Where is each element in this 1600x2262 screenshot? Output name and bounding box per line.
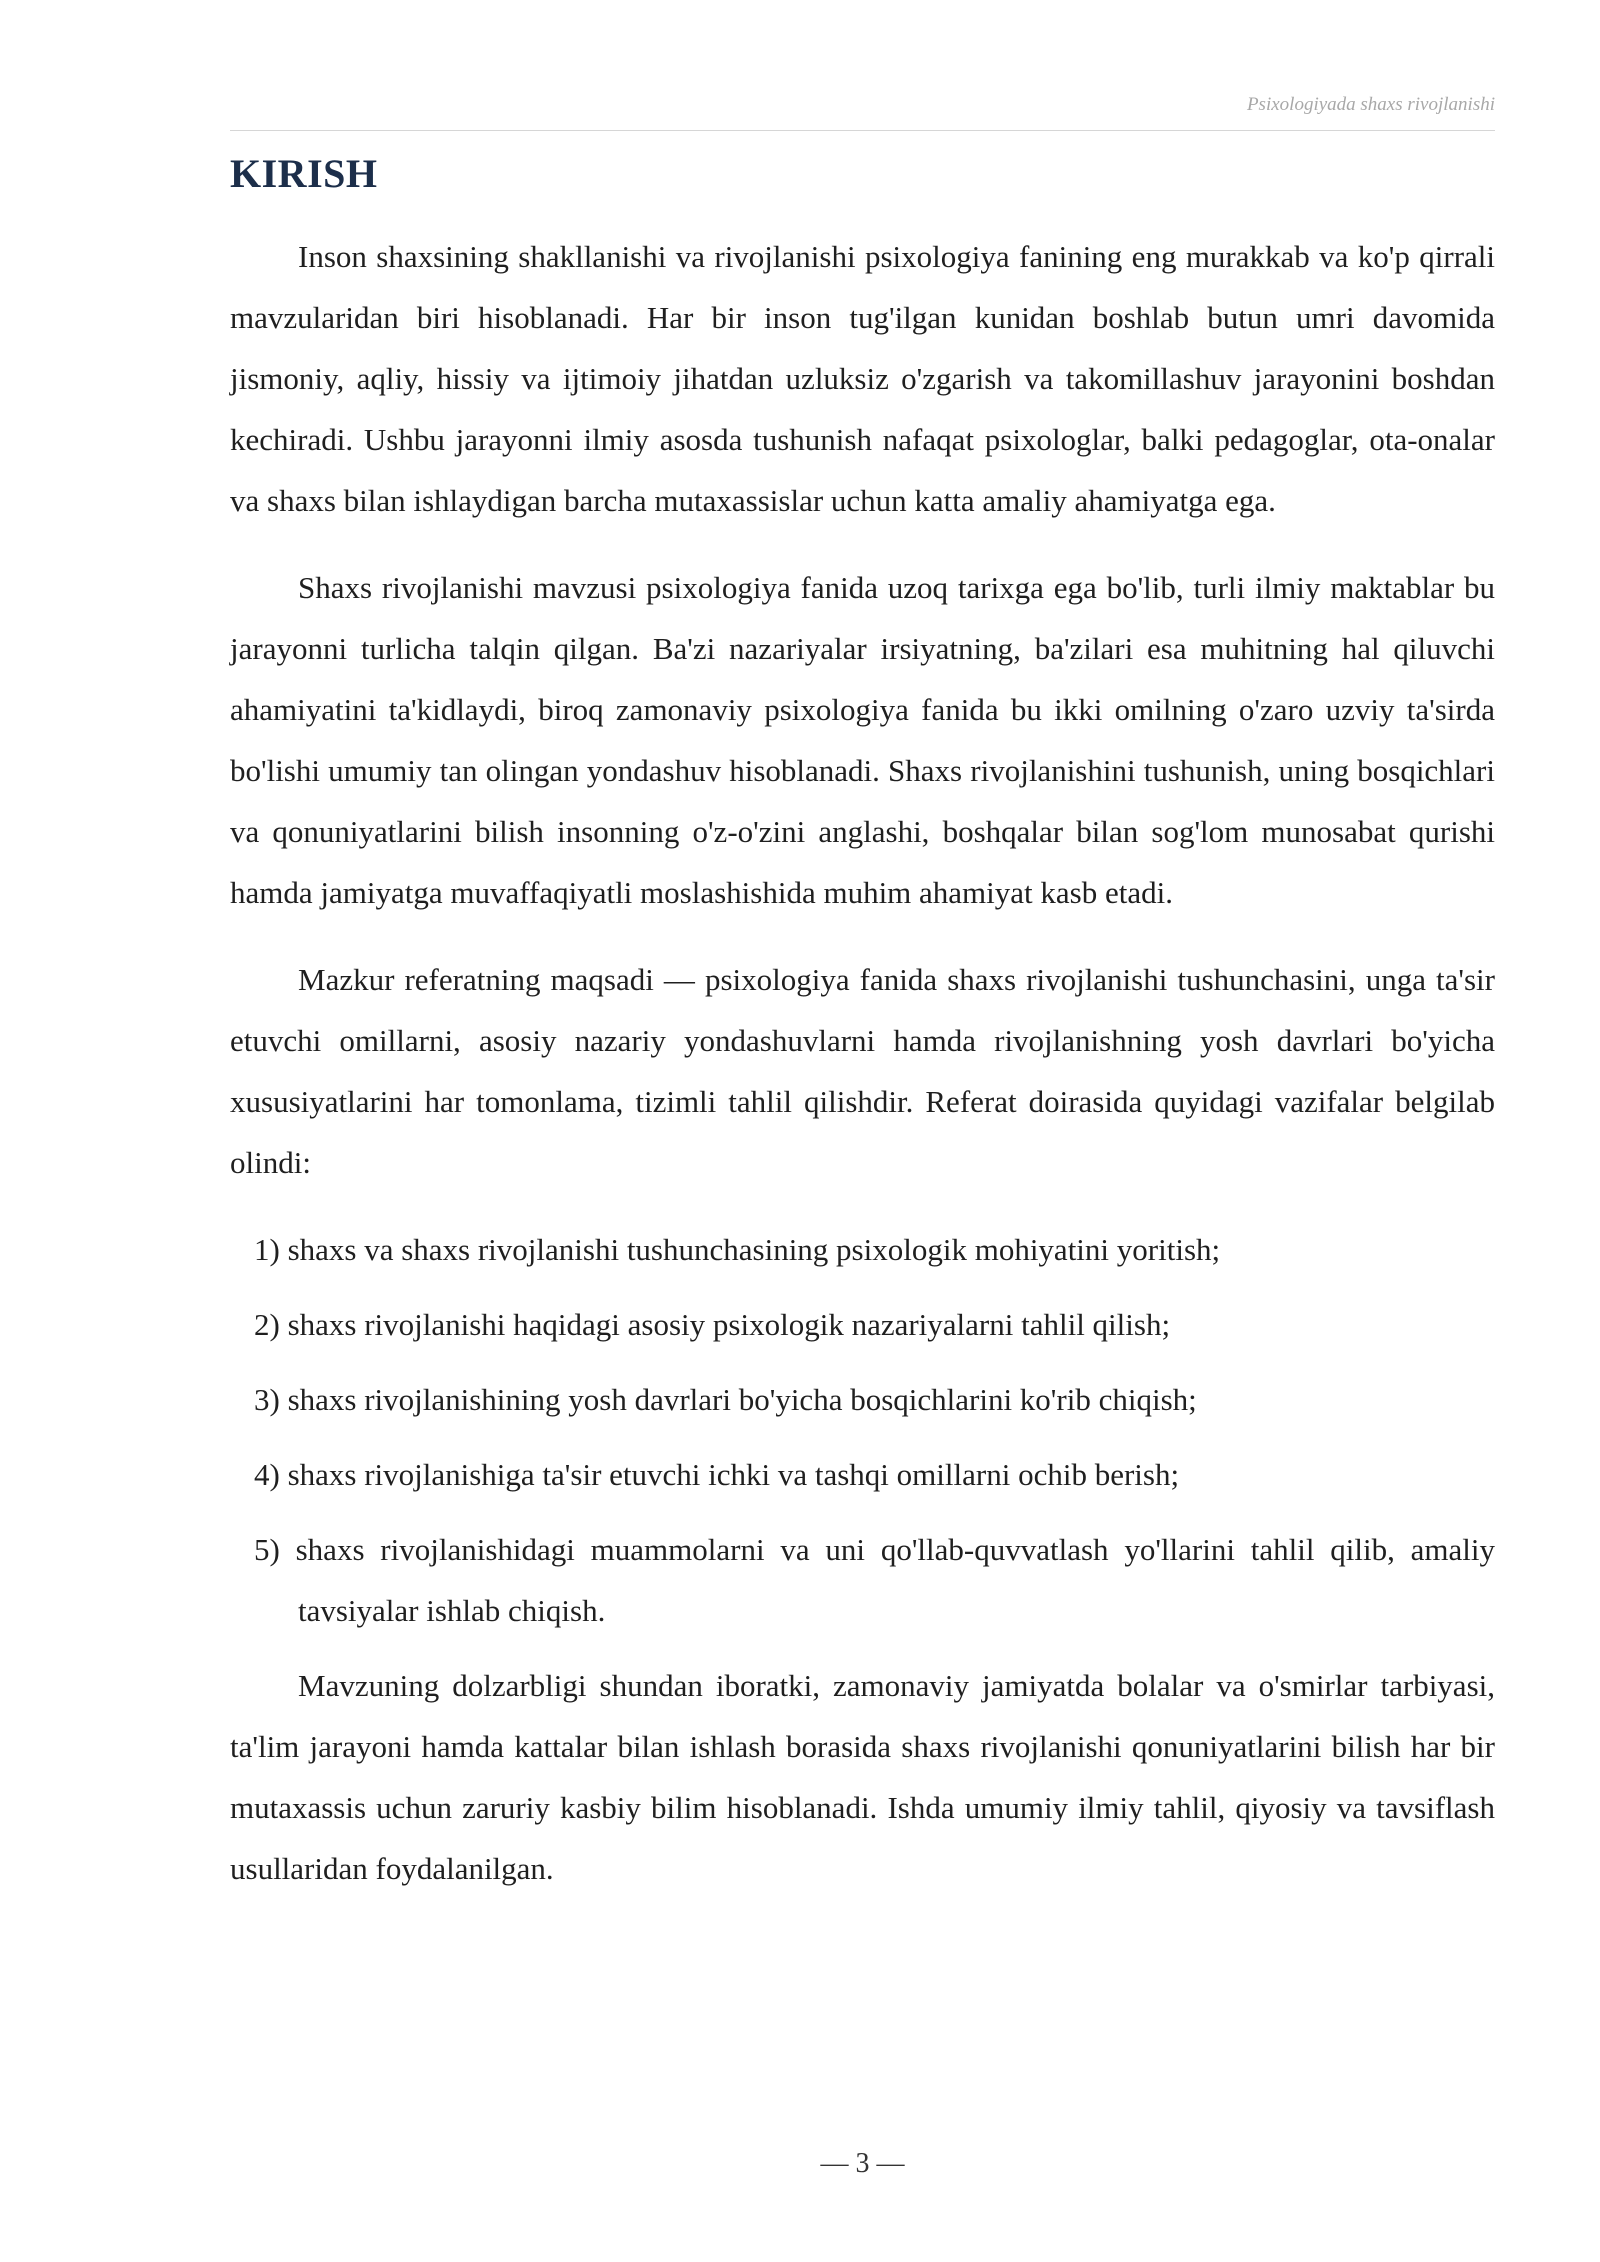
task-item: 4) shaxs rivojlanishiga ta'sir etuvchi ichki va tashqi omillarni ochib berish; bbox=[254, 1457, 1180, 1492]
task-item: 1) shaxs va shaxs rivojlanishi tushunchasining psixologik mohiyatini yoritish; bbox=[254, 1232, 1221, 1267]
section-title: KIRISH bbox=[230, 151, 378, 196]
intro-paragraph-1: Inson shaxsining shakllanishi va rivojlanishi psixologiya fanining eng murakkab va ko'p qirrali mavzularidan biri hisoblanadi. Har bir inson tug'ilgan kunidan boshlab butun umri davomida jismoniy, aqliy, hissiy va ijtimoiy jihatdan uzluksiz o'zgarish va takomillashuv jarayonini boshdan kechiradi. Ushbu jarayonni ilmiy asosda tushunish nafaqat psixologlar, balki pedagoglar, ota-onalar va shaxs bilan ishlaydigan barcha mutaxassislar uchun katta amaliy ahamiyatga ega. bbox=[230, 239, 1495, 518]
intro-paragraph-2: Shaxs rivojlanishi mavzusi psixologiya fanida uzoq tarixga ega bo'lib, turli ilmiy maktablar bu jarayonni turlicha talqin qilgan. Ba'zi nazariyalar irsiyatning, ba'zilari esa muhitning hal qiluvchi ahamiyatini ta'kidlaydi, biroq zamonaviy psixologiya fanida bu ikki omilning o'zaro uzviy ta'sirda bo'lishi umumiy tan olingan yondashuv hisoblanadi. Shaxs rivojlanishini tushunish, uning bosqichlari va qonuniyatlarini bilish insonning o'z-o'zini anglashi, boshqalar bilan sog'lom munosabat qurishi hamda jamiyatga muvaffaqiyatli moslashishida muhim ahamiyat kasb etadi. bbox=[230, 570, 1495, 910]
task-item: 2) shaxs rivojlanishi haqidagi asosiy psixologik nazariyalarni tahlil qilish; bbox=[254, 1307, 1171, 1342]
intro-paragraph-3: Mazkur referatning maqsadi — psixologiya fanida shaxs rivojlanishi tushunchasini, unga ta'sir etuvchi omillarni, asosiy nazariy yondashuvlarni hamda rivojlanishning yosh davrlari bo'yicha xususiyatlarini har tomonlama, tizimli tahlil qilishdir. Referat doirasida quyidagi vazifalar belgilab olindi: bbox=[230, 962, 1495, 1180]
task-item: 5) shaxs rivojlanishidagi muammolarni va uni qo'llab-quvvatlash yo'llarini tahlil qilib, amaliy tavsiyalar ishlab chiqish. bbox=[254, 1532, 1495, 1628]
header-divider bbox=[230, 130, 1495, 131]
document-page bbox=[230, 0, 1495, 2262]
running-header: Psixologiyada shaxs rivojlanishi bbox=[1246, 94, 1495, 115]
page-number: — 3 — bbox=[820, 2148, 905, 2179]
closing-paragraph: Mavzuning dolzarbligi shundan iboratki, zamonaviy jamiyatda bolalar va o'smirlar tarbiyasi, ta'lim jarayoni hamda kattalar bilan ishlash borasida shaxs rivojlanishi qonuniyatlarini bilish har bir mutaxassis uchun zaruriy kasbiy bilim hisoblanadi. Ishda umumiy ilmiy tahlil, qiyosiy va tavsiflash usullaridan foydalanilgan. bbox=[230, 1668, 1495, 1886]
task-list bbox=[230, 1219, 1495, 1641]
task-item: 3) shaxs rivojlanishining yosh davrlari bo'yicha bosqichlarini ko'rib chiqish; bbox=[254, 1382, 1197, 1417]
document-body bbox=[230, 226, 1495, 1925]
